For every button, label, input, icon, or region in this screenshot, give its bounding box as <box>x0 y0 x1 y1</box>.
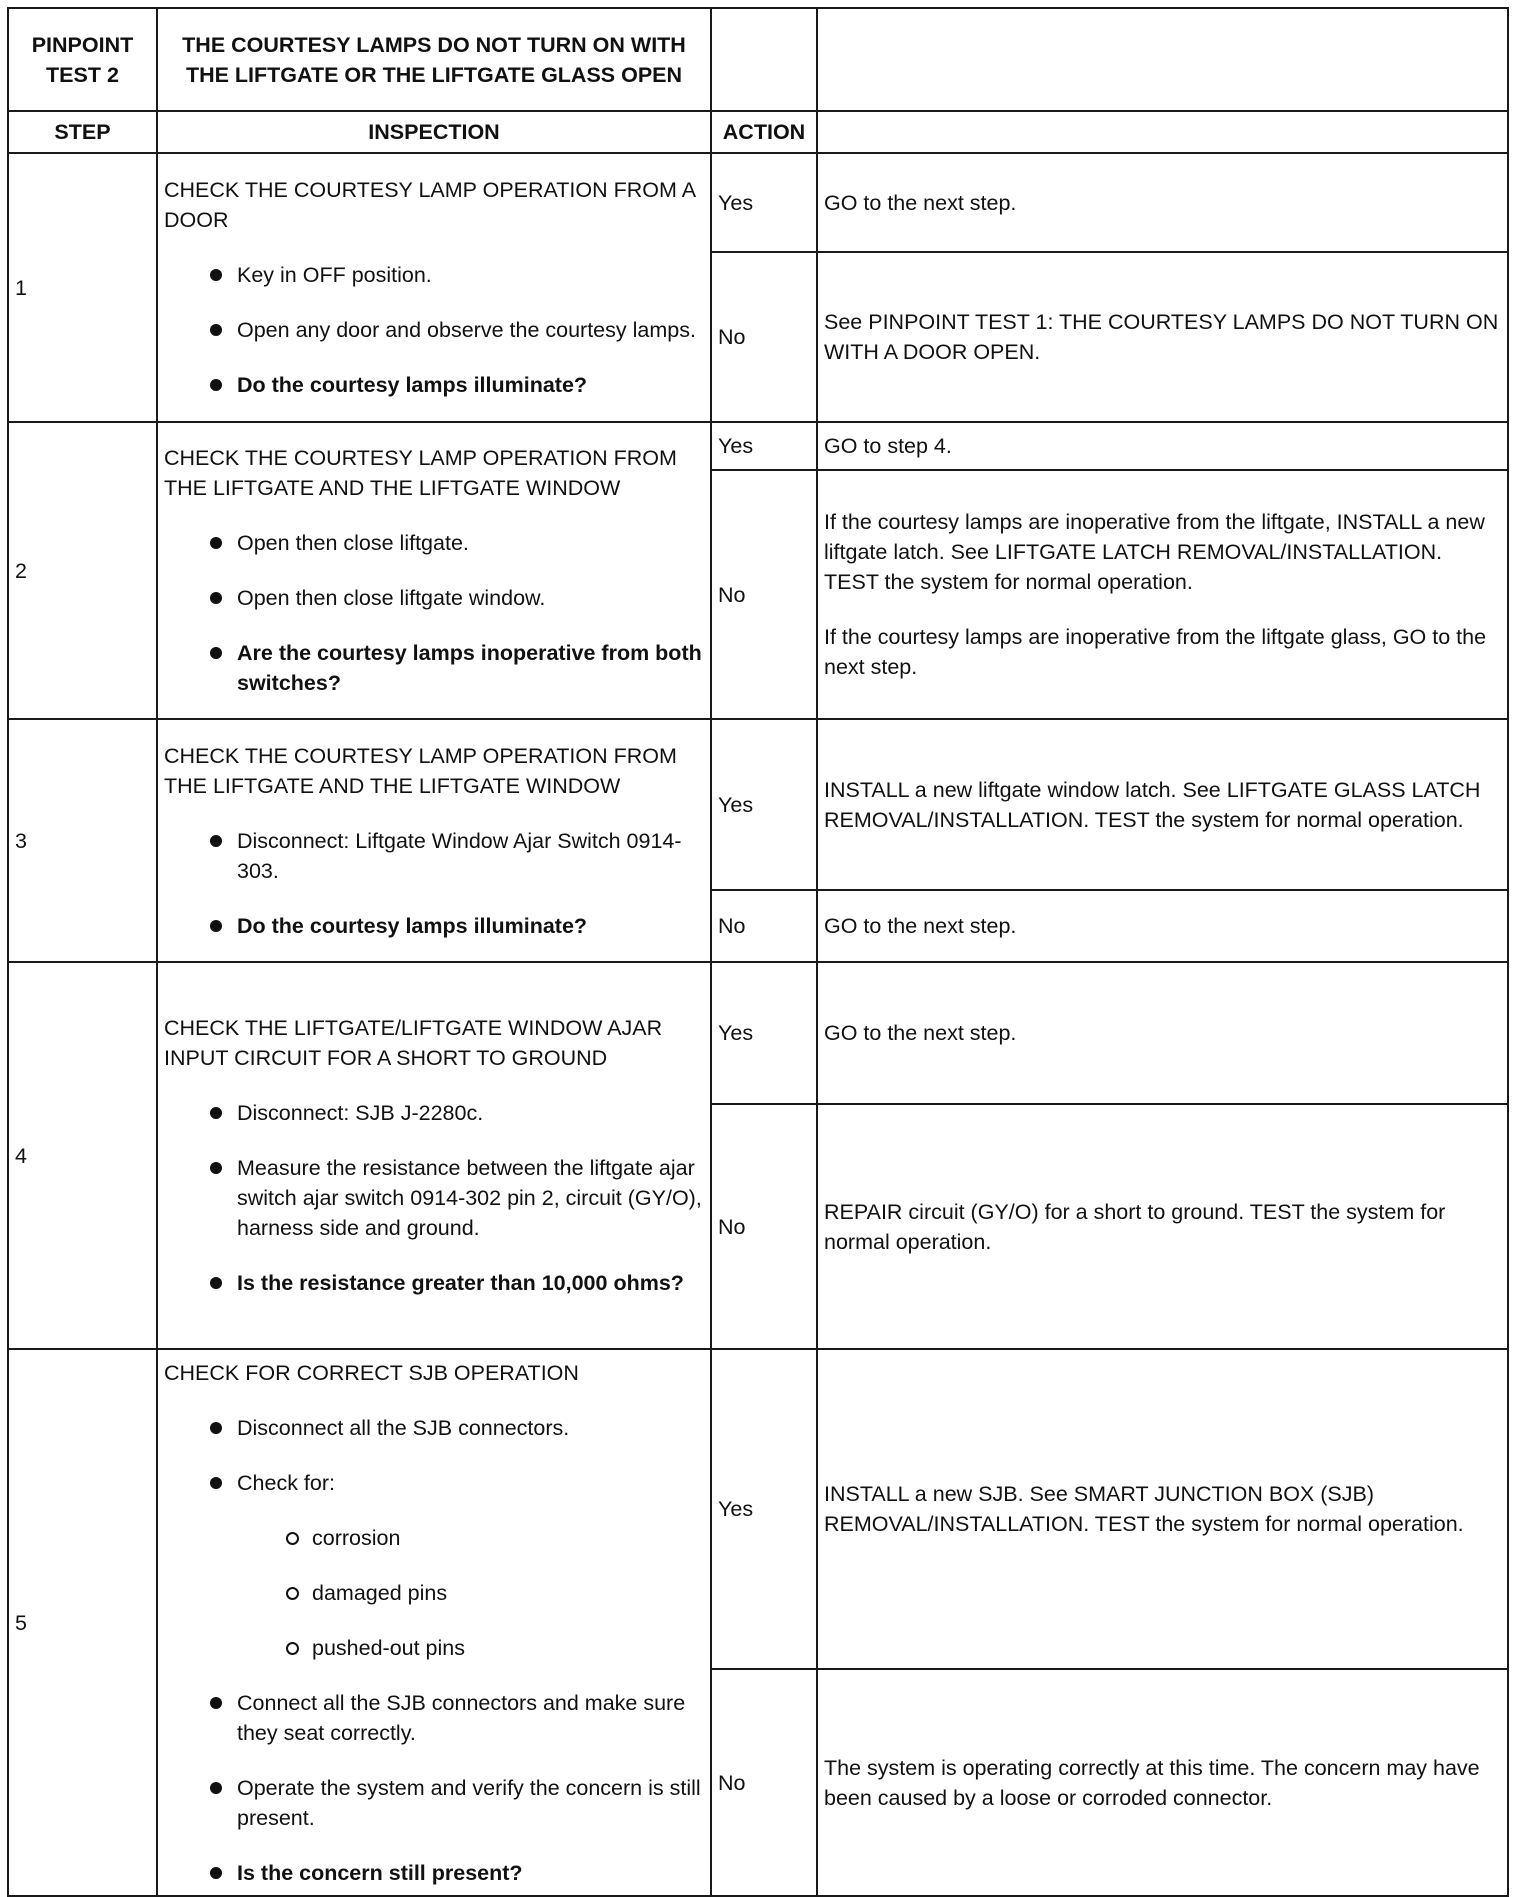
result-no: See PINPOINT TEST 1: THE COURTESY LAMPS DO NOT TURN ON WITH A DOOR OPEN. <box>817 252 1508 422</box>
step-title: CHECK FOR CORRECT SJB OPERATION <box>164 1360 579 1385</box>
result-no: The system is operating correctly at this time. The concern may have been caused by a loose or corroded connector. <box>817 1669 1508 1896</box>
header-blank-cell <box>817 8 1508 111</box>
result-yes: INSTALL a new liftgate window latch. See LIFTGATE GLASS LATCH REMOVAL/INSTALLATION. TEST the system for normal operation. <box>817 719 1508 890</box>
step-inspection <box>157 422 711 719</box>
column-header-row <box>8 111 1508 153</box>
bullet-list <box>164 528 704 698</box>
sub-bullet-item: damaged pins <box>237 1578 704 1608</box>
action-no: No <box>711 1669 817 1896</box>
action-no: No <box>711 1104 817 1349</box>
bullet-item-text: Check for: <box>237 1470 335 1495</box>
step-title: CHECK THE COURTESY LAMP OPERATION FROM THE LIFTGATE AND THE LIFTGATE WINDOW <box>164 446 677 500</box>
sub-bullet-item: corrosion <box>237 1523 704 1553</box>
action-yes: Yes <box>711 422 817 470</box>
bullet-item: Disconnect: Liftgate Window Ajar Switch 0914-303. <box>164 826 704 886</box>
action-yes: Yes <box>711 1349 817 1669</box>
step-number: 1 <box>8 153 157 422</box>
result-yes: INSTALL a new SJB. See SMART JUNCTION BOX (SJB) REMOVAL/INSTALLATION. TEST the system for normal operation. <box>817 1349 1508 1669</box>
bullet-item: Open then close liftgate. <box>164 528 704 558</box>
result-yes: GO to the next step. <box>817 962 1508 1104</box>
result-yes: GO to the next step. <box>817 153 1508 252</box>
bullet-item: Connect all the SJB connectors and make sure they seat correctly. <box>164 1688 704 1748</box>
col-step-header: STEP <box>8 111 157 153</box>
header-blank-cell <box>817 111 1508 153</box>
bullet-item: Operate the system and verify the concern is still present. <box>164 1773 704 1833</box>
sub-bullet-list <box>237 1523 704 1663</box>
step-number: 3 <box>8 719 157 962</box>
bullet-item: Measure the resistance between the liftgate ajar switch ajar switch 0914-302 pin 2, circuit (GY/O), harness side and ground. <box>164 1153 704 1243</box>
result-no-paragraph: If the courtesy lamps are inoperative from the liftgate, INSTALL a new liftgate latch. See LIFTGATE LATCH REMOVAL/INSTALLATION. TEST the system for normal operation. <box>824 510 1485 594</box>
bullet-item: Open then close liftgate window. <box>164 583 704 613</box>
step-4-yes-row <box>8 962 1508 1104</box>
action-no: No <box>711 470 817 719</box>
bullet-list <box>164 826 704 941</box>
result-no: REPAIR circuit (GY/O) for a short to ground. TEST the system for normal operation. <box>817 1104 1508 1349</box>
step-question: Are the courtesy lamps inoperative from both switches? <box>164 638 704 698</box>
step-inspection <box>157 962 711 1349</box>
step-number: 4 <box>8 962 157 1349</box>
bullet-list <box>164 260 704 400</box>
bullet-list <box>164 1413 704 1888</box>
step-number: 2 <box>8 422 157 719</box>
action-no: No <box>711 890 817 962</box>
step-title: CHECK THE COURTESY LAMP OPERATION FROM A DOOR <box>164 178 695 232</box>
bullet-item: Open any door and observe the courtesy lamps. <box>164 315 704 345</box>
col-inspection-header: INSPECTION <box>157 111 711 153</box>
step-2-yes-row <box>8 422 1508 470</box>
action-yes: Yes <box>711 962 817 1104</box>
bullet-item: Key in OFF position. <box>164 260 704 290</box>
bullet-item: Disconnect all the SJB connectors. <box>164 1413 704 1443</box>
action-yes: Yes <box>711 153 817 252</box>
test-title: THE COURTESY LAMPS DO NOT TURN ON WITH THE LIFTGATE OR THE LIFTGATE GLASS OPEN <box>157 8 711 111</box>
header-row <box>8 8 1508 111</box>
action-yes: Yes <box>711 719 817 890</box>
test-label: PINPOINT TEST 2 <box>8 8 157 111</box>
step-inspection <box>157 153 711 422</box>
result-no: GO to the next step. <box>817 890 1508 962</box>
step-title: CHECK THE COURTESY LAMP OPERATION FROM THE LIFTGATE AND THE LIFTGATE WINDOW <box>164 743 677 798</box>
step-inspection <box>157 719 711 962</box>
step-inspection <box>157 1349 711 1896</box>
step-5-yes-row <box>8 1349 1508 1669</box>
pinpoint-test-table <box>7 7 1509 1897</box>
bullet-item: Disconnect: SJB J-2280c. <box>164 1098 704 1128</box>
bullet-list <box>164 1098 704 1298</box>
col-action-header: ACTION <box>711 111 817 153</box>
sub-bullet-item: pushed-out pins <box>237 1633 704 1663</box>
step-1-yes-row <box>8 153 1508 252</box>
action-no: No <box>711 252 817 422</box>
step-title: CHECK THE LIFTGATE/LIFTGATE WINDOW AJAR INPUT CIRCUIT FOR A SHORT TO GROUND <box>164 1016 663 1070</box>
result-no <box>817 470 1508 719</box>
step-question: Is the concern still present? <box>164 1858 704 1888</box>
step-question: Is the resistance greater than 10,000 ohms? <box>164 1268 704 1298</box>
bullet-item <box>164 1468 704 1663</box>
step-question: Do the courtesy lamps illuminate? <box>164 911 704 941</box>
result-yes: GO to step 4. <box>817 422 1508 470</box>
step-number: 5 <box>8 1349 157 1896</box>
header-blank-cell <box>711 8 817 111</box>
result-no-paragraph: If the courtesy lamps are inoperative from the liftgate glass, GO to the next step. <box>824 625 1487 679</box>
step-question: Do the courtesy lamps illuminate? <box>164 370 704 400</box>
step-3-yes-row <box>8 719 1508 890</box>
